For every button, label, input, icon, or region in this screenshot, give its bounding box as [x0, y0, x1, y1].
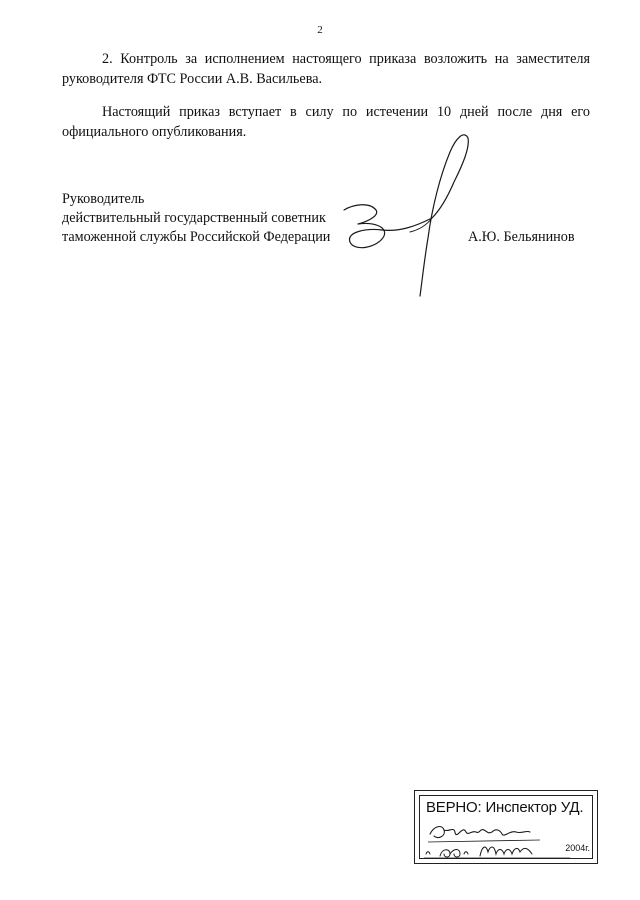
signer-name: А.Ю. Бельянинов — [468, 229, 575, 245]
signer-position: Руководитель — [62, 191, 145, 207]
certification-stamp — [414, 790, 598, 864]
handwritten-signature — [336, 130, 486, 300]
paragraph-effective-date: Настоящий приказ вступает в силу по истечении 10 дней после дня его официального опубликования. — [62, 104, 590, 140]
paragraph-control: 2. Контроль за исполнением настоящего приказа возложить на заместителя руководителя ФТС России А.В. Васильева. — [62, 51, 590, 87]
page-number: 2 — [317, 24, 323, 36]
signature-block — [62, 190, 330, 247]
signer-rank: действительный государственный советник — [62, 210, 326, 226]
signer-service: таможенной службы Российской Федерации — [62, 229, 331, 245]
stamp-title: ВЕРНО: Инспектор УД. — [426, 799, 584, 816]
stamp-year: 2004г. — [565, 843, 590, 853]
stamp-inner-frame — [419, 795, 593, 859]
